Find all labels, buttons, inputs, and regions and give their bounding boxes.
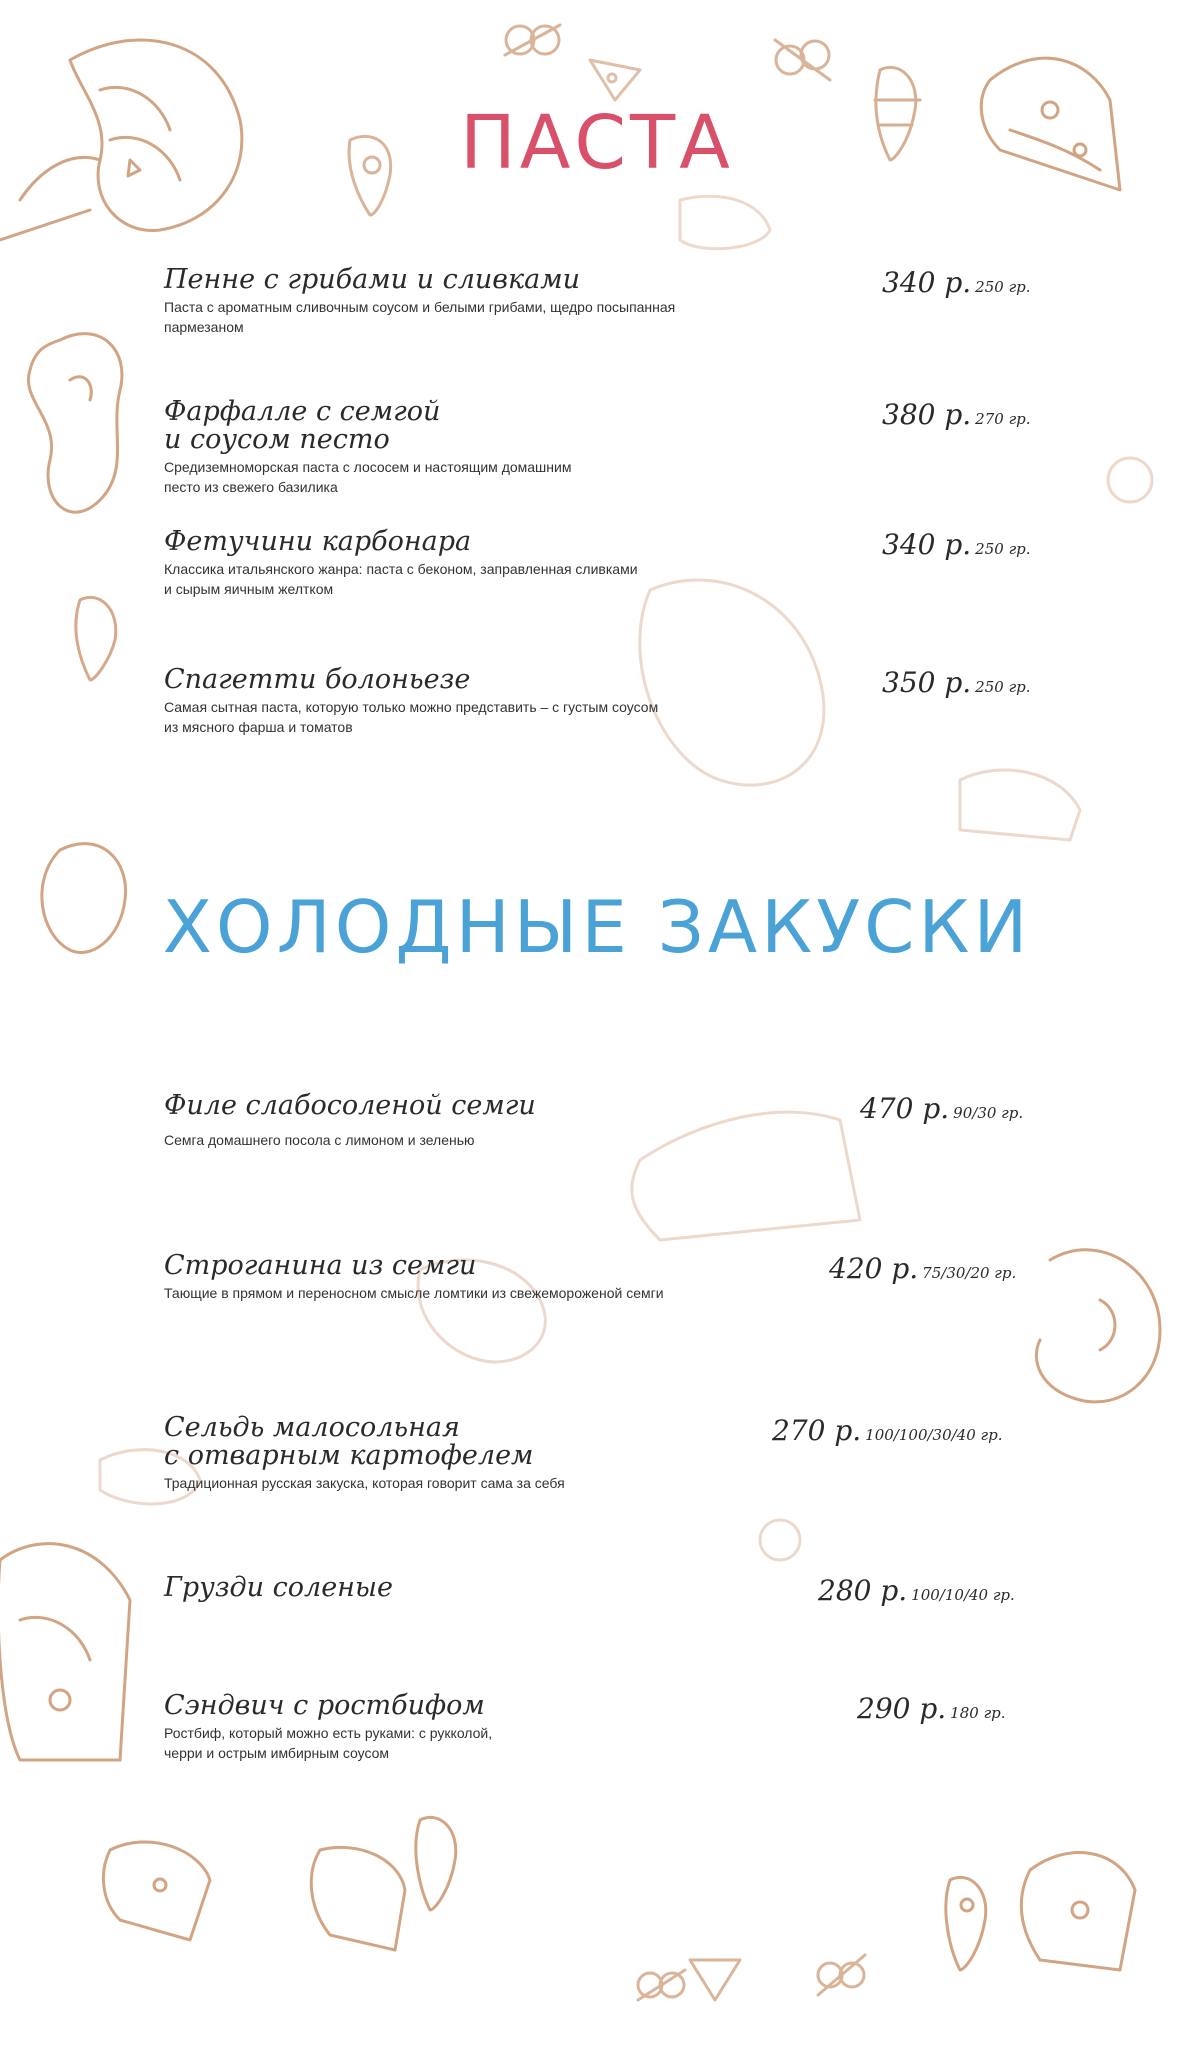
menu-item-name: Сэндвич с ростбифом bbox=[164, 1690, 485, 1721]
pie-slice-sketch-icon bbox=[1021, 1853, 1135, 1970]
menu-item-description: Семга домашнего посола с лимоном и зеленью bbox=[164, 1132, 475, 1148]
croissant-sketch-icon bbox=[416, 1817, 456, 1910]
bread-loaf-sketch-icon bbox=[680, 196, 770, 248]
menu-item-price: 270 р. bbox=[772, 1414, 862, 1447]
croissant-sketch-icon bbox=[76, 597, 116, 680]
menu-item-name: Грузди соленые bbox=[164, 1572, 393, 1603]
menu-item-weight: 250 гр. bbox=[975, 678, 1031, 696]
menu-item-price-box bbox=[860, 1092, 1023, 1125]
menu-item-weight: 250 гр. bbox=[975, 540, 1031, 558]
menu-item-price: 280 р. bbox=[818, 1574, 908, 1607]
menu-item bbox=[164, 1574, 1064, 1605]
menu-item-name: Пенне с грибами и сливками bbox=[164, 264, 580, 295]
menu-item-price-box bbox=[818, 1574, 1015, 1607]
menu-item-weight: 100/10/40 гр. bbox=[911, 1586, 1015, 1604]
menu-item-price: 340 р. bbox=[882, 266, 972, 299]
menu-item-name: Сельдь малосольная с отварным картофелем bbox=[164, 1412, 534, 1471]
pretzel-sketch-icon bbox=[28, 334, 122, 513]
menu-item bbox=[164, 398, 1064, 497]
menu-item bbox=[164, 1252, 1064, 1303]
menu-item bbox=[164, 528, 1064, 599]
menu-item-weight: 250 гр. bbox=[975, 278, 1031, 296]
menu-item-weight: 180 гр. bbox=[950, 1704, 1006, 1722]
section-title-cold-appetizers: ХОЛОДНЫЕ ЗАКУСКИ bbox=[162, 885, 1032, 969]
pretzel-sketch-icon bbox=[818, 1955, 865, 1995]
menu-item-price: 420 р. bbox=[829, 1252, 919, 1285]
menu-item-price-box bbox=[882, 266, 1031, 299]
menu-item bbox=[164, 666, 1064, 737]
croissant-sketch-icon bbox=[946, 1877, 986, 1970]
pretzel-sketch-icon bbox=[775, 40, 830, 80]
pie-slice-sketch-icon bbox=[960, 770, 1080, 840]
menu-item-price: 350 р. bbox=[882, 666, 972, 699]
menu-item-price-box bbox=[882, 398, 1031, 431]
menu-item-weight: 90/30 гр. bbox=[953, 1104, 1024, 1122]
pretzel-sketch-icon bbox=[760, 1520, 800, 1560]
menu-item bbox=[164, 1692, 1064, 1763]
pretzel-sketch-icon bbox=[638, 1970, 685, 2000]
menu-item-price: 290 р. bbox=[857, 1692, 947, 1725]
menu-item-description: Традиционная русская закуска, которая говорит сама за себя bbox=[164, 1475, 565, 1491]
menu-item-price-box bbox=[857, 1692, 1006, 1725]
menu-item-description: Средиземноморская паста с лососем и настоящим домашним песто из свежего базилика bbox=[164, 459, 572, 495]
menu-item-weight: 75/30/20 гр. bbox=[922, 1264, 1017, 1282]
menu-item-price-box bbox=[882, 666, 1031, 699]
pie-slice-sketch-icon bbox=[590, 60, 640, 100]
menu-item-price: 340 р. bbox=[882, 528, 972, 561]
menu-item bbox=[164, 266, 1064, 337]
menu-item-price-box bbox=[882, 528, 1031, 561]
menu-item-description: Паста с ароматным сливочным соусом и белыми грибами, щедро посыпанная пармезаном bbox=[164, 299, 676, 335]
pie-slice-sketch-icon bbox=[311, 1847, 405, 1950]
pie-slice-sketch-icon bbox=[103, 1842, 210, 1940]
menu-item-weight: 270 гр. bbox=[975, 410, 1031, 428]
menu-item-name: Спагетти болоньезе bbox=[164, 664, 471, 695]
menu-item-name: Филе слабосоленой семги bbox=[164, 1090, 536, 1121]
section-title-pasta: ПАСТА bbox=[460, 100, 734, 186]
menu-item-weight: 100/100/30/40 гр. bbox=[865, 1426, 1003, 1444]
pretzel-sketch-icon bbox=[1108, 458, 1152, 502]
menu-item-name: Фарфалле с семгой и соусом песто bbox=[164, 396, 441, 455]
menu-item-price-box bbox=[829, 1252, 1016, 1285]
menu-item bbox=[164, 1092, 1064, 1150]
menu-item-description: Ростбиф, который можно есть руками: с рукколой, черри и острым имбирным соусом bbox=[164, 1725, 493, 1761]
menu-item bbox=[164, 1414, 1064, 1493]
menu-item-description: Самая сытная паста, которую только можно представить – с густым соусом из мясного фарша и томатов bbox=[164, 699, 659, 735]
menu-item-price: 380 р. bbox=[882, 398, 972, 431]
menu-item-description: Тающие в прямом и переносном смысле ломтики из свежемороженой семги bbox=[164, 1285, 664, 1301]
pie-slice-sketch-icon bbox=[690, 1960, 740, 2000]
menu-item-description: Классика итальянского жанра: паста с беконом, заправленная сливками и сырым яичным желтком bbox=[164, 561, 638, 597]
pretzel-sketch-icon bbox=[505, 25, 560, 55]
menu-item-name: Строганина из семги bbox=[164, 1250, 477, 1281]
pie-slice-sketch-icon bbox=[0, 1544, 130, 1760]
menu-item-name: Фетучини карбонара bbox=[164, 526, 472, 557]
menu-item-price-box bbox=[772, 1414, 1003, 1447]
menu-item-price: 470 р. bbox=[860, 1092, 950, 1125]
